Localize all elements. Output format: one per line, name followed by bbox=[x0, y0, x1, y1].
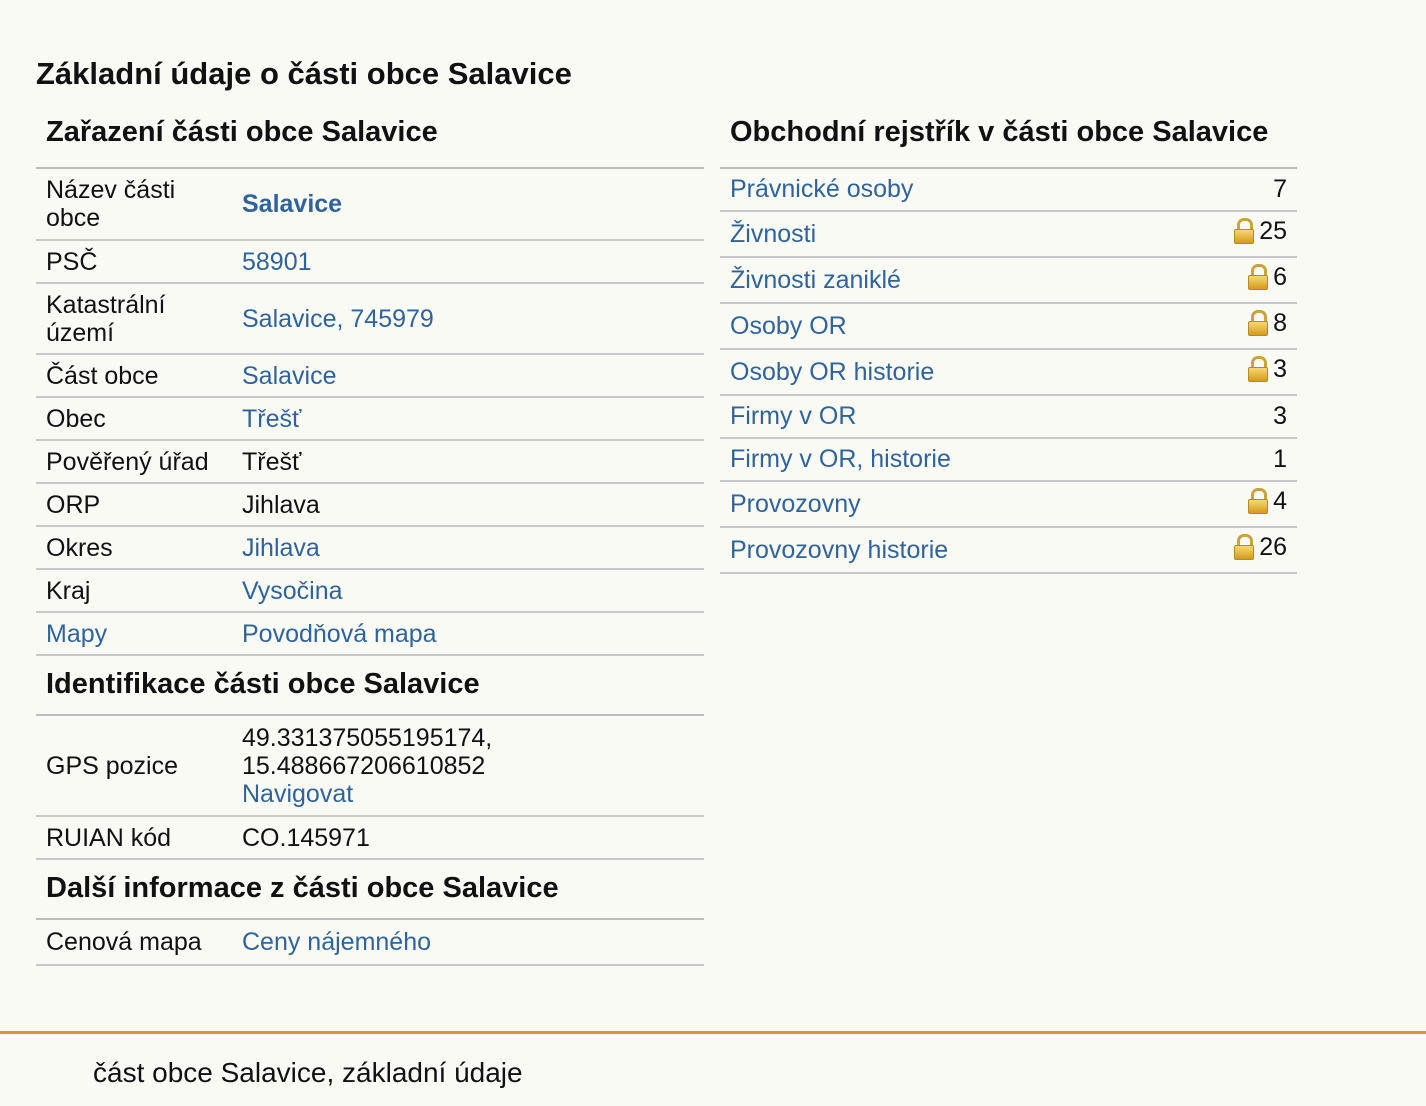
row-key: Část obce bbox=[36, 354, 232, 397]
persons-or-link[interactable]: Osoby OR bbox=[730, 311, 847, 340]
padlock-icon bbox=[1247, 264, 1269, 290]
identifikace-title: Identifikace části obce Salavice bbox=[36, 656, 704, 716]
dalsi-title: Další informace z části obce Salavice bbox=[36, 860, 704, 920]
psc-link[interactable]: 58901 bbox=[242, 247, 312, 276]
table-row bbox=[36, 354, 704, 397]
ruian-value: CO.145971 bbox=[232, 816, 704, 859]
companies-or-link[interactable]: Firmy v OR bbox=[730, 402, 857, 430]
left-column bbox=[36, 112, 704, 966]
persons-or-history-link[interactable]: Osoby OR historie bbox=[730, 357, 935, 386]
row-key: PSČ bbox=[36, 240, 232, 283]
table-row bbox=[36, 569, 704, 612]
table-row bbox=[36, 240, 704, 283]
row-value: Jihlava bbox=[232, 483, 704, 526]
zarazeni-title: Zařazení části obce Salavice bbox=[36, 112, 704, 169]
padlock-icon bbox=[1233, 218, 1255, 244]
identifikace-table bbox=[36, 716, 704, 860]
table-row bbox=[720, 349, 1297, 395]
premises-link[interactable]: Provozovny bbox=[730, 489, 861, 518]
region-link[interactable]: Vysočina bbox=[242, 576, 343, 605]
gps-label: GPS pozice bbox=[36, 716, 232, 816]
right-column bbox=[720, 112, 1297, 574]
trades-link[interactable]: Živnosti bbox=[730, 219, 817, 248]
ruian-label: RUIAN kód bbox=[36, 816, 232, 859]
part-name-link[interactable]: Salavice bbox=[242, 190, 343, 218]
count-value: 8 bbox=[1273, 308, 1287, 337]
table-row bbox=[36, 440, 704, 483]
count-value: 4 bbox=[1273, 486, 1287, 515]
table-row bbox=[36, 716, 704, 816]
count-value: 26 bbox=[1259, 532, 1287, 561]
row-value: Třešť bbox=[232, 440, 704, 483]
dalsi-table bbox=[36, 920, 704, 966]
table-row bbox=[36, 283, 704, 354]
table-row bbox=[720, 257, 1297, 303]
row-key: ORP bbox=[36, 483, 232, 526]
gps-longitude: 15.488667206610852 bbox=[242, 751, 486, 780]
padlock-icon bbox=[1247, 310, 1269, 336]
row-key: Okres bbox=[36, 526, 232, 569]
count-value: 3 bbox=[1273, 402, 1287, 430]
table-row bbox=[36, 483, 704, 526]
part-link[interactable]: Salavice bbox=[242, 361, 337, 390]
premises-history-link[interactable]: Provozovny historie bbox=[730, 535, 949, 564]
table-row bbox=[36, 816, 704, 859]
companies-or-history-link[interactable]: Firmy v OR, historie bbox=[730, 445, 951, 473]
count-value: 6 bbox=[1273, 262, 1287, 291]
rent-prices-link[interactable]: Ceny nájemného bbox=[242, 928, 432, 956]
table-row bbox=[36, 526, 704, 569]
padlock-icon bbox=[1247, 488, 1269, 514]
row-key: Katastrální území bbox=[36, 283, 232, 354]
row-key: Pověřený úřad bbox=[36, 440, 232, 483]
padlock-icon bbox=[1247, 356, 1269, 382]
row-key: Kraj bbox=[36, 569, 232, 612]
rejstrik-table bbox=[720, 169, 1297, 574]
padlock-icon bbox=[1233, 534, 1255, 560]
defunct-trades-link[interactable]: Živnosti zaniklé bbox=[730, 265, 901, 294]
table-row bbox=[720, 303, 1297, 349]
price-map-label: Cenová mapa bbox=[36, 920, 232, 965]
table-row bbox=[36, 612, 704, 655]
table-row bbox=[720, 169, 1297, 211]
row-key: Obec bbox=[36, 397, 232, 440]
zarazeni-table bbox=[36, 169, 704, 656]
municipality-link[interactable]: Třešť bbox=[242, 404, 302, 433]
count-value: 25 bbox=[1259, 216, 1287, 245]
count-value: 1 bbox=[1273, 445, 1287, 473]
footer-divider bbox=[0, 1031, 1426, 1034]
table-row bbox=[36, 397, 704, 440]
table-row bbox=[36, 920, 704, 965]
table-row bbox=[720, 527, 1297, 573]
footer-text: část obce Salavice, základní údaje bbox=[93, 1057, 523, 1088]
cadastral-link[interactable]: Salavice, 745979 bbox=[242, 304, 434, 333]
table-row bbox=[720, 211, 1297, 257]
row-key: Název části obce bbox=[36, 169, 232, 240]
gps-latitude: 49.331375055195174, bbox=[242, 723, 493, 752]
maps-link[interactable]: Mapy bbox=[46, 619, 108, 648]
district-link[interactable]: Jihlava bbox=[242, 533, 320, 562]
table-row bbox=[720, 481, 1297, 527]
table-row bbox=[720, 395, 1297, 438]
rejstrik-title: Obchodní rejstřík v části obce Salavice bbox=[720, 112, 1297, 169]
navigate-link[interactable]: Navigovat bbox=[242, 779, 354, 808]
count-value: 7 bbox=[1273, 175, 1287, 203]
table-row bbox=[720, 438, 1297, 481]
legal-entities-link[interactable]: Právnické osoby bbox=[730, 175, 914, 203]
table-row bbox=[36, 169, 704, 240]
count-value: 3 bbox=[1273, 354, 1287, 383]
page-title: Základní údaje o části obce Salavice bbox=[36, 56, 572, 91]
flood-map-link[interactable]: Povodňová mapa bbox=[242, 619, 437, 648]
